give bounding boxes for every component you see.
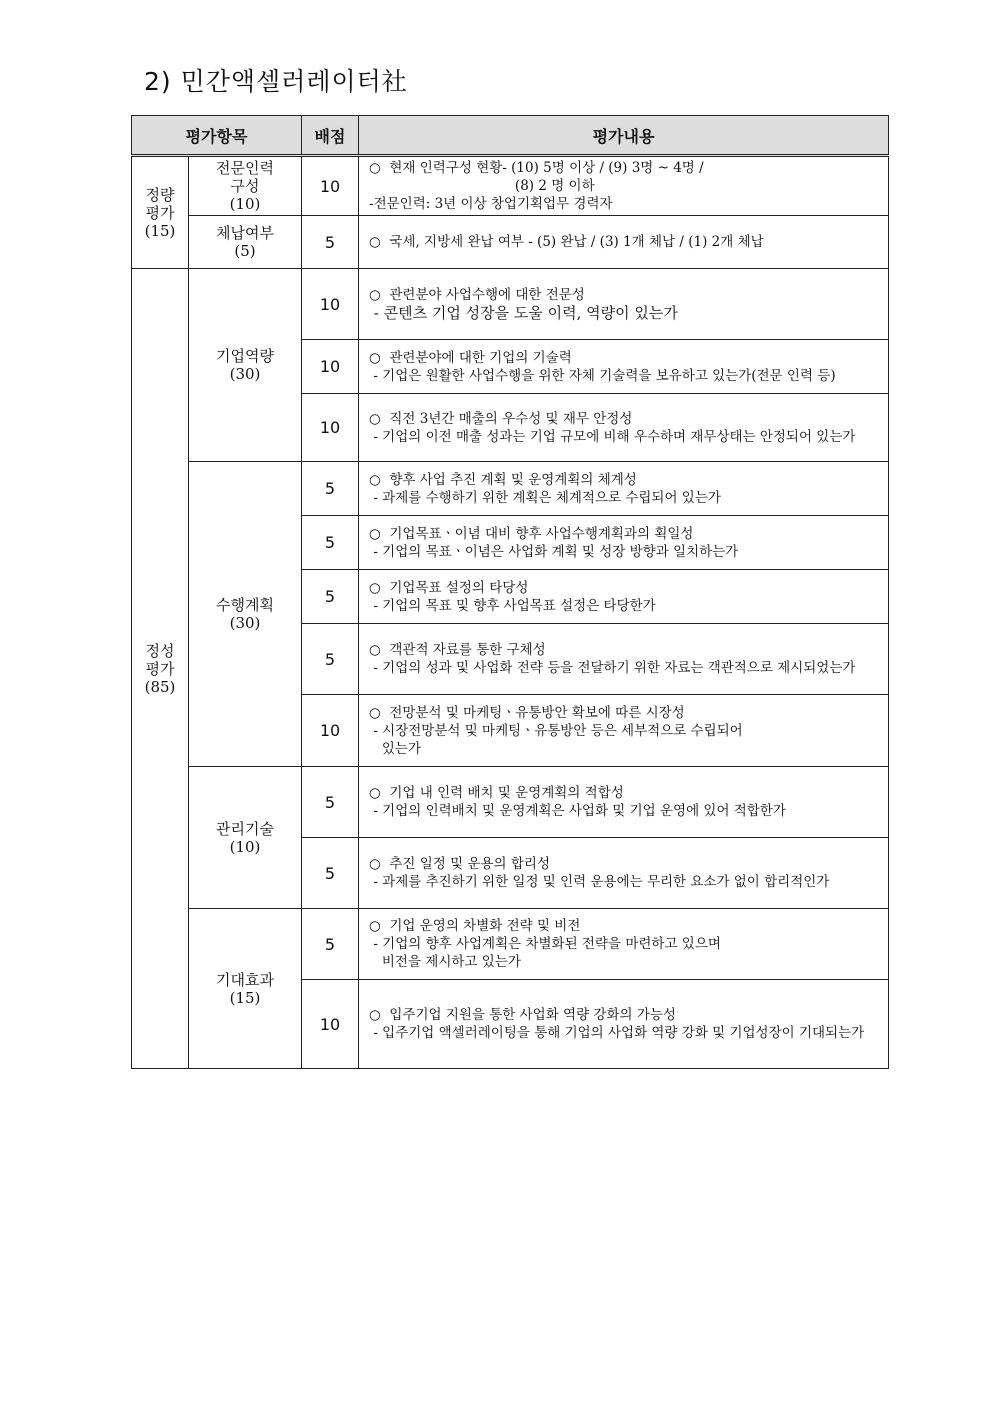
content-line: ○ 직전 3년간 매출의 우수성 및 재무 안정성 [369, 410, 633, 427]
content-line: - 기업의 인력배치 및 운영계획은 사업화 및 기업 운영에 있어 적합한가 [369, 803, 786, 819]
content-line: ○ 객관적 자료를 통한 구체성 [369, 642, 546, 658]
content-line: -전문인력: 3년 이상 창업기획업무 경력자 [369, 196, 613, 212]
page-title: 2) 민간액셀러레이터社 [144, 67, 408, 96]
score-cell: 5 [302, 570, 359, 624]
content-cell [359, 695, 889, 767]
table-row [132, 269, 889, 340]
content-cell [359, 216, 889, 269]
content-line: - 과제를 수행하기 위한 계획은 체계적으로 수립되어 있는가 [369, 489, 721, 506]
score-cell: 10 [302, 269, 359, 340]
content-line: - 기업의 성과 및 사업화 전략 등을 전달하기 위한 자료는 객관적으로 제시되었는가 [369, 660, 856, 676]
content-line: - 기업의 향후 사업계획은 차별화된 전략을 마련하고 있으며 [369, 936, 721, 952]
category-cell: 정성 평가 (85) [132, 269, 189, 1069]
subcategory-cell: 수행계획 (30) [189, 462, 302, 767]
category-cell: 정량 평가 (15) [132, 156, 189, 269]
content-cell [359, 156, 889, 216]
content-line: - 콘텐츠 기업 성장을 도울 이력, 역량이 있는가 [369, 304, 678, 322]
content-line: ○ 관련분야에 대한 기업의 기술력 [369, 349, 572, 366]
content-line: ○ 기업 운영의 차별화 전략 및 비전 [369, 918, 581, 934]
content-cell [359, 516, 889, 570]
subcategory-cell: 기업역량 (30) [189, 269, 302, 462]
score-cell: 10 [302, 394, 359, 462]
content-line: ○ 추진 일정 및 운용의 합리성 [369, 856, 550, 872]
content-cell [359, 269, 889, 340]
subcategory-cell: 전문인력 구성 (10) [189, 156, 302, 216]
header-score: 배점 [302, 116, 359, 156]
table-header-row [132, 116, 889, 156]
subcategory-cell: 기대효과 (15) [189, 909, 302, 1069]
content-line: - 기업은 원활한 사업수행을 위한 자체 기술력을 보유하고 있는가(전문 인력 등) [369, 367, 836, 384]
content-cell [359, 909, 889, 980]
content-line: 있는가 [369, 740, 422, 757]
score-cell: 10 [302, 156, 359, 216]
table-row [132, 216, 889, 269]
content-cell [359, 624, 889, 695]
content-line: - 기업의 목표ㆍ이념은 사업화 계획 및 성장 방향과 일치하는가 [369, 543, 739, 560]
subcategory-cell: 체납여부 (5) [189, 216, 302, 269]
content-cell [359, 340, 889, 394]
score-cell: 5 [302, 516, 359, 570]
content-cell [359, 462, 889, 516]
score-cell: 5 [302, 909, 359, 980]
score-cell: 10 [302, 340, 359, 394]
score-cell: 5 [302, 624, 359, 695]
score-cell: 5 [302, 462, 359, 516]
content-line: 비전을 제시하고 있는가 [369, 954, 521, 970]
table-row [132, 462, 889, 516]
evaluation-table [131, 115, 889, 1069]
content-line: - 기업의 목표 및 향후 사업목표 설정은 타당한가 [369, 597, 656, 614]
table-row [132, 156, 889, 216]
content-line: ○ 향후 사업 추진 계획 및 운영계획의 체계성 [369, 471, 637, 488]
content-line: ○ 전망분석 및 마케팅ㆍ유통방안 확보에 따른 시장성 [369, 704, 685, 721]
content-line: - 시장전망분석 및 마케팅ㆍ유통방안 등은 세부적으로 수립되어 [369, 722, 743, 739]
score-cell: 10 [302, 980, 359, 1069]
content-cell [359, 394, 889, 462]
table-row [132, 767, 889, 838]
content-cell [359, 570, 889, 624]
content-line: (8) 2 명 이하 [369, 178, 595, 194]
score-cell: 10 [302, 695, 359, 767]
header-eval-item: 평가항목 [132, 116, 302, 156]
content-cell [359, 838, 889, 909]
content-line: ○ 현재 인력구성 현황- (10) 5명 이상 / (9) 3명 ~ 4명 / [369, 160, 704, 176]
content-line: ○ 기업목표 설정의 타당성 [369, 579, 529, 596]
content-cell [359, 767, 889, 838]
content-line: ○ 국세, 지방세 완납 여부 - (5) 완납 / (3) 1개 체납 / (1) 2개 체납 [369, 234, 764, 250]
score-cell: 5 [302, 767, 359, 838]
content-line: ○ 관련분야 사업수행에 대한 전문성 [369, 287, 585, 303]
content-line: - 기업의 이전 매출 성과는 기업 규모에 비해 우수하며 재무상태는 안정되어 있는가 [369, 428, 856, 445]
header-eval-content: 평가내용 [359, 116, 889, 156]
score-cell: 5 [302, 216, 359, 269]
content-cell [359, 980, 889, 1069]
subcategory-cell: 관리기술 (10) [189, 767, 302, 909]
content-line: - 입주기업 액셀러레이팅을 통해 기업의 사업화 역량 강화 및 기업성장이 기대되는가 [369, 1025, 865, 1041]
content-line: ○ 기업 내 인력 배치 및 운영계획의 적합성 [369, 785, 624, 801]
content-line: ○ 입주기업 지원을 통한 사업화 역량 강화의 가능성 [369, 1007, 676, 1023]
table-row [132, 909, 889, 980]
score-cell: 5 [302, 838, 359, 909]
content-line: ○ 기업목표ㆍ이념 대비 향후 사업수행계획과의 획일성 [369, 525, 694, 542]
content-line: - 과제를 추진하기 위한 일정 및 인력 운용에는 무리한 요소가 없이 합리적인가 [369, 874, 830, 890]
